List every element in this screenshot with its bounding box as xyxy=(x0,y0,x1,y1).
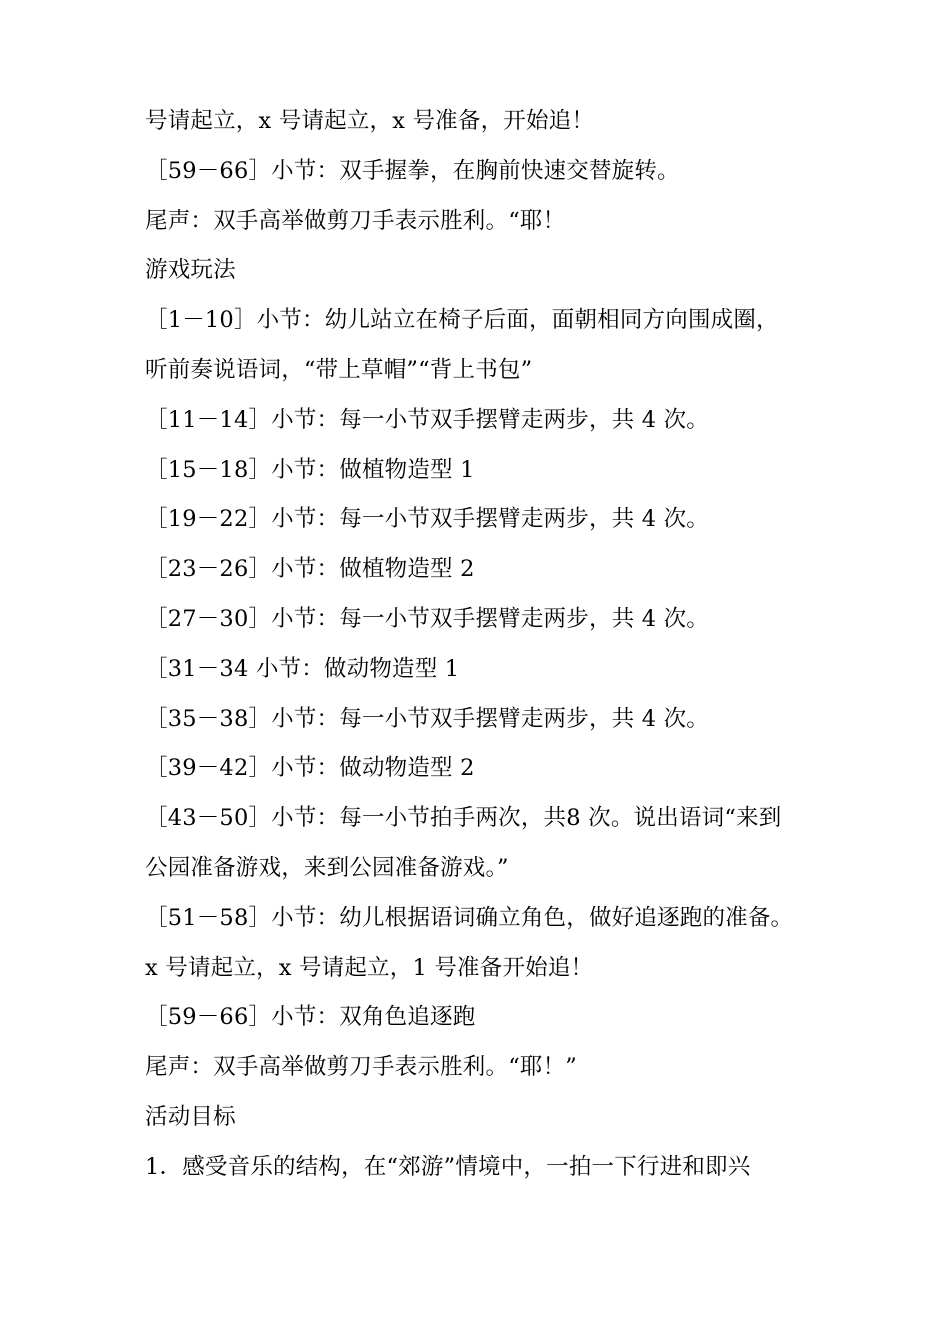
text-line: 尾声：双手高举做剪刀手表示胜利。“耶！” xyxy=(145,1054,578,1081)
text-line: ［23－26］小节：做植物造型 2 xyxy=(145,556,475,583)
text-line: 尾声：双手高举做剪刀手表示胜利。“耶！ xyxy=(145,207,566,234)
text-line: ［39－42］小节：做动物造型 2 xyxy=(145,755,475,782)
text-line: 1．感受音乐的结构，在“郊游”情境中，一拍一下行进和即兴 xyxy=(145,1153,751,1180)
text-line: ［59－66］小节：双手握拳，在胸前快速交替旋转。 xyxy=(145,157,680,184)
text-line: ［15－18］小节：做植物造型 1 xyxy=(145,456,475,483)
text-line: ［43－50］小节：每一小节拍手两次，共8 次。说出语词“来到 xyxy=(145,805,782,832)
text-line: ［51－58］小节：幼儿根据语词确立角色，做好追逐跑的准备。 xyxy=(145,904,794,931)
text-line: ［59－66］小节：双角色追逐跑 xyxy=(145,1004,476,1031)
section-heading: 活动目标 xyxy=(145,1103,236,1130)
text-line: x 号请起立，x 号请起立，1 号准备开始追！ xyxy=(145,954,594,981)
text-line: 公园准备游戏，来到公园准备游戏。” xyxy=(145,854,509,881)
text-line: ［19－22］小节：每一小节双手摆臂走两步，共 4 次。 xyxy=(145,506,709,533)
document-body xyxy=(145,97,825,1193)
text-line: ［27－30］小节：每一小节双手摆臂走两步，共 4 次。 xyxy=(145,605,709,632)
text-line: 听前奏说语词，“带上草帽”“背上书包” xyxy=(145,356,533,383)
section-heading: 游戏玩法 xyxy=(145,257,236,284)
text-line: 号请起立，x 号请起立，x 号准备，开始追！ xyxy=(145,108,595,134)
text-line: ［11－14］小节：每一小节双手摆臂走两步，共 4 次。 xyxy=(145,406,709,433)
text-line: ［31－34 小节：做动物造型 1 xyxy=(145,655,460,682)
text-line: ［1－10］小节：幼儿站立在椅子后面，面朝相同方向围成圈， xyxy=(145,307,779,334)
text-line: ［35－38］小节：每一小节双手摆臂走两步，共 4 次。 xyxy=(145,705,709,732)
